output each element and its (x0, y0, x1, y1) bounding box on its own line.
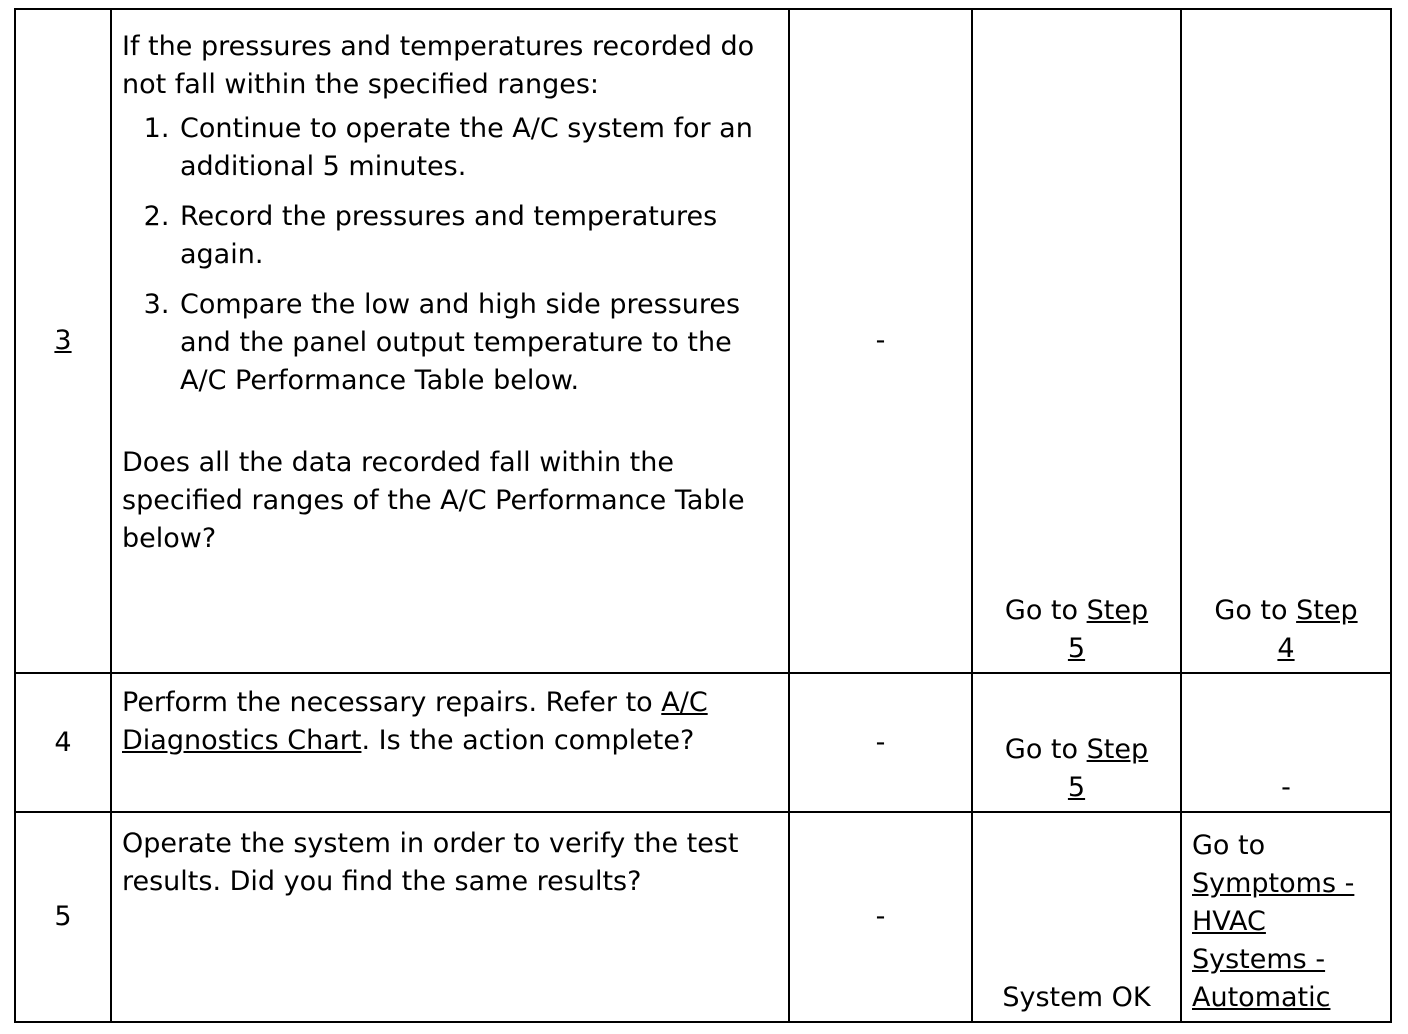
symptoms-hvac-link[interactable]: Systems - (1192, 944, 1326, 975)
action-text: Operate the system in order to verify the test results. Did you find the same results? (122, 828, 739, 897)
table-row-step-3 (15, 9, 1391, 673)
step-number-cell (15, 812, 111, 1022)
table-row-step-5 (15, 812, 1391, 1022)
substeps-list (122, 110, 778, 400)
value-cell (789, 673, 972, 812)
action-intro-text: If the pressures and temperatures recorded do not fall within the specified ranges: (122, 31, 755, 100)
symptoms-hvac-link[interactable]: HVAC (1192, 906, 1266, 937)
symptoms-hvac-link[interactable]: Automatic (1192, 982, 1331, 1013)
value-cell (789, 9, 972, 673)
substep-item: 2. Record the pressures and temperatures again. (178, 198, 778, 274)
step-link-number[interactable]: 4 (1277, 633, 1295, 664)
step-number-cell (15, 9, 111, 673)
value-text: - (875, 726, 886, 758)
action-cell (111, 9, 789, 673)
no-cell (1181, 812, 1391, 1022)
action-cell (111, 673, 789, 812)
no-cell (1181, 673, 1391, 812)
step-number: 4 (54, 726, 72, 758)
yes-cell (972, 673, 1181, 812)
question-text: Does all the data recorded fall within the specified ranges of the A/C Performance Table below? (122, 447, 745, 554)
no-text: - (1281, 772, 1291, 803)
yes-prefix-text: Go to (1004, 734, 1087, 765)
action-cell (111, 812, 789, 1022)
step-link-number[interactable]: 5 (1067, 633, 1086, 664)
action-text: Perform the necessary repairs. Refer to (122, 687, 662, 718)
substep-item: 3. Compare the low and high side pressures and the panel output temperature to the A/C Performance Table below. (178, 286, 778, 400)
step-3-link[interactable]: 3 (54, 325, 72, 356)
no-cell (1181, 9, 1391, 673)
step-link-word[interactable]: Step (1086, 734, 1149, 765)
step-link-number[interactable]: 5 (1067, 772, 1086, 803)
no-prefix-text: Go to (1214, 595, 1297, 626)
value-text: - (875, 901, 886, 932)
step-link-word[interactable]: Step (1086, 595, 1149, 626)
yes-prefix-text: Go to (1004, 595, 1087, 626)
value-text: - (875, 325, 886, 356)
diagnostic-table (14, 8, 1392, 1023)
substep-item: 1. Continue to operate the A/C system for an additional 5 minutes. (178, 110, 778, 186)
system-ok-text: System OK (1002, 982, 1151, 1013)
ac-diagnostics-chart-link[interactable]: A/C Diagnostics Chart (122, 687, 708, 756)
no-prefix-text: Go to (1192, 830, 1266, 861)
step-link-word[interactable]: Step (1296, 595, 1358, 626)
value-cell (789, 812, 972, 1022)
symptoms-hvac-link[interactable]: Symptoms - (1192, 868, 1355, 899)
step-number-cell (15, 673, 111, 812)
yes-cell (972, 812, 1181, 1022)
action-text: . Is the action complete? (361, 725, 695, 756)
yes-cell (972, 9, 1181, 673)
step-number: 5 (54, 901, 72, 932)
table-row-step-4 (15, 673, 1391, 812)
